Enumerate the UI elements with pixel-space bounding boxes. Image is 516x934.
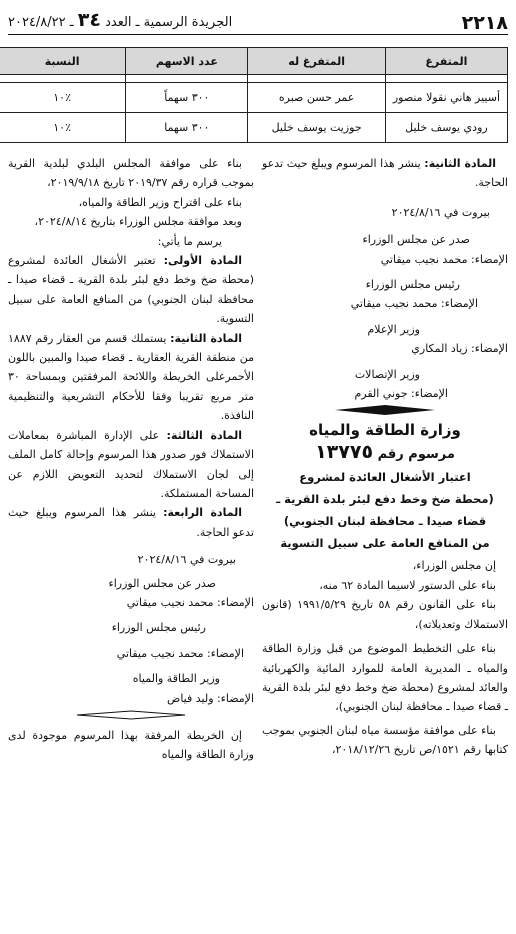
issue-date: ٢٠٢٤/٨/٢٢	[8, 15, 66, 30]
body-columns	[8, 154, 508, 765]
right-issued-by: صدر عن مجلس الوزراء	[362, 233, 470, 247]
page-header	[8, 6, 508, 35]
right-beirut-date: بيروت في ٢٠٢٤/٨/١٦	[391, 205, 490, 219]
ministry-heading: وزارة الطاقة والمياه	[309, 421, 461, 440]
separator-diamond	[262, 403, 508, 417]
right-info-minister: وزير الإعلام	[367, 322, 420, 336]
left-signature-3: الإمضاء: وليد فياض	[167, 691, 254, 705]
left-column	[8, 154, 254, 765]
preamble-establishment: بناء على موافقة مؤسسة مياه لبنان الجنوبي بموجب كتابها رقم ١٥٢١/ص تاريخ ٢٠١٨/١٢/٢٦،	[262, 723, 508, 757]
decree-heading	[262, 441, 508, 466]
table-cell: أسيير هاني نقولا منصور	[385, 83, 507, 113]
table-cell: ٪١٠	[0, 83, 126, 113]
col-header: المتفرغ	[385, 48, 507, 75]
right-signature-4: الإمضاء: جوني القرم	[354, 387, 448, 401]
preamble-council: إن مجلس الوزراء،	[412, 559, 496, 573]
publication-title: الجريدة الرسمية ـ العدد ٣٤ ـ ٢٠٢٤/٨/٢٢	[8, 9, 233, 31]
decree-label: مرسوم رقم	[377, 447, 455, 463]
left-article-2: المادة الثانية: يستملك قسم من العقار رقم ١٨٨٧ من منطقة القرية العقارية ـ قضاء صيدا والمبين باللون الأحمرعلى الخريطة واللائحة المرفقتين وبمساحة ٣٠ متر مربع تقريبا وفقا للأحكام التشريعية والتنظيمية النافذة.	[8, 331, 254, 423]
page-number: ٢٢١٨	[461, 12, 508, 34]
right-column	[262, 154, 508, 765]
table-row	[0, 83, 508, 113]
left-energy-minister: وزير الطاقة والمياه	[132, 672, 220, 686]
preamble-municipality: بناء على موافقة المجلس البلدي لبلدية القرية بموجب قراره رقم ٢٠١٩/٣٧ تاريخ ٢٠١٩/٩/١٨،	[8, 157, 254, 190]
left-beirut-date: بيروت في ٢٠٢٤/٨/١٦	[137, 553, 236, 567]
table-cell: رودي يوسف خليل	[385, 113, 507, 143]
left-article-4: المادة الرابعة: ينشر هذا المرسوم ويبلغ حيث تدعو الحاجة.	[8, 506, 254, 539]
map-note: إن الخريطة المرفقة بهذا المرسوم موجودة لدى وزارة الطاقة والمياه	[8, 728, 254, 762]
preamble-constitution: بناء على الدستور لاسيما المادة ٦٢ منه،	[319, 578, 496, 592]
left-signature-2: الإمضاء: محمد نجيب ميقاتي	[116, 646, 244, 660]
preamble-proposal: بناء على اقتراح وزير الطاقة والمياه،	[78, 195, 242, 209]
decree-title-line-4: من المنافع العامة على سبيل التسوية	[280, 536, 490, 551]
preamble-approval: وبعد موافقة مجلس الوزراء بتاريخ ٢٠٢٤/٨/١٤،	[34, 215, 242, 229]
decree-number: ١٣٧٧٥	[315, 441, 374, 464]
right-pm-title: رئيس مجلس الوزراء	[365, 278, 460, 292]
table-gap-row	[0, 75, 508, 83]
right-article-2: المادة الثانية: ينشر هذا المرسوم ويبلغ حيث تدعو الحاجة.	[262, 157, 508, 190]
preamble-plan: بناء على التخطيط الموضوع من قبل وزارة الطاقة والمياه ـ المديرية العامة للموارد المائية والكهربائية والعائد لمشروع (محطة ضخ وخط دفع لبئر بلدة القرية ـ قضاء صيدا ـ محافظة لبنان الجنوبي)،	[262, 642, 508, 714]
owners-table	[0, 47, 508, 143]
preamble-law: بناء على القانون رقم ٥٨ تاريخ ١٩٩١/٥/٢٩ (قانون الاستملاك وتعديلاته)،	[262, 598, 508, 631]
issue-number: ٣٤	[77, 9, 101, 31]
right-telecom-minister: وزير الإتصالات	[354, 367, 420, 381]
decree-title-line-3: قضاء صيدا ـ محافظة لبنان الجنوبي)	[283, 514, 487, 529]
table-row	[0, 113, 508, 143]
table-cell: جوزيت يوسف خليل	[248, 113, 385, 143]
col-header: النسبة	[0, 48, 126, 75]
col-header: عدد الاسهم	[126, 48, 248, 75]
table-cell: ٣٠٠ سهماً	[126, 83, 248, 113]
table-cell: ٪١٠	[0, 113, 126, 143]
right-signature-2: الإمضاء: محمد نجيب ميقاتي	[350, 297, 478, 311]
separator-diamond-outline	[8, 708, 254, 722]
table-cell: ٣٠٠ سهما	[126, 113, 248, 143]
right-signature-3: الإمضاء: زياد المكاري	[411, 342, 508, 356]
left-pm-title: رئيس مجلس الوزراء	[111, 621, 206, 635]
table-cell: عمر حسن صبره	[248, 83, 385, 113]
publication-name: الجريدة الرسمية ـ العدد	[105, 15, 233, 30]
decree-title-line-1: اعتبار الأشغال العائدة لمشروع	[299, 470, 471, 485]
left-signature-1: الإمضاء: محمد نجيب ميقاتي	[126, 595, 254, 609]
left-issued-by: صدر عن مجلس الوزراء	[108, 576, 216, 590]
decrees-following: يرسم ما يأتي:	[157, 234, 222, 248]
col-header: المتفرغ له	[248, 48, 385, 75]
right-signature-1: الإمضاء: محمد نجيب ميقاتي	[380, 252, 508, 266]
table-header-row	[0, 48, 508, 75]
left-article-1: المادة الأولى: تعتبر الأشغال العائدة لمشروع (محطة ضخ وخط دفع لبئر بلدة القرية ـ قضاء صيدا ـ محافظة لبنان الجنوبي) من المنافع العامة على سبيل التسوية.	[8, 254, 254, 326]
decree-title-line-2: (محطة ضخ وخط دفع لبئر بلدة القرية ـ	[276, 492, 494, 507]
left-article-3: المادة الثالثة: على الإدارة المباشرة بمعاملات الاستملاك فور صدور هذا المرسوم وإحالة كامل الملف إلى لجان الاستملاك لتحديد التعويض اللازم عن المساحة المستملكة.	[8, 428, 254, 500]
